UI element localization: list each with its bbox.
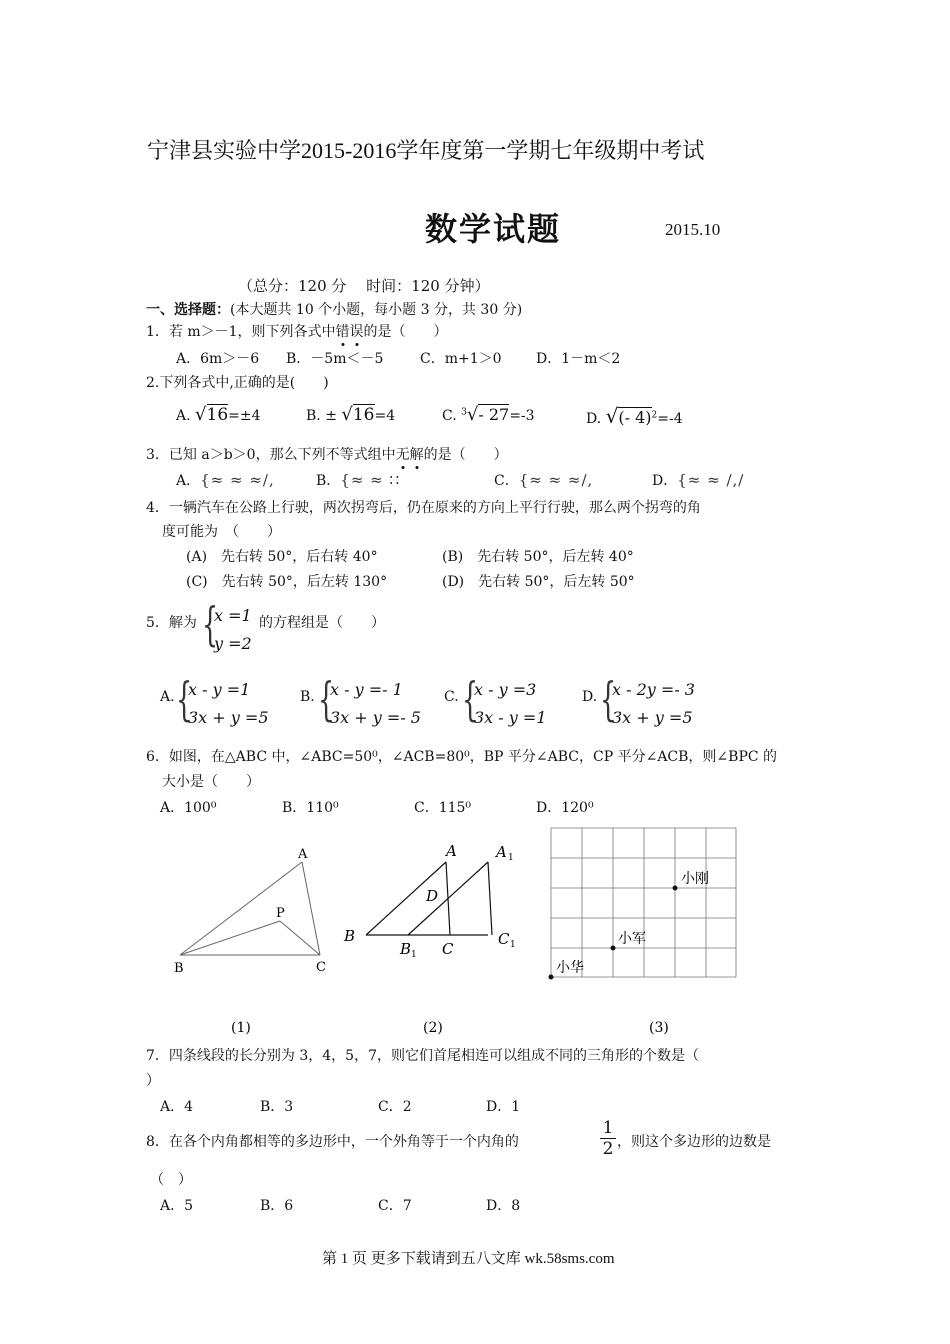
question-6-stem-line2: 大小是（ ）	[162, 774, 260, 790]
q5-option-c-system: { x - y =3 3x - y =1	[462, 672, 547, 727]
fig3-label-xiaogang: 小刚	[681, 871, 709, 887]
q5-solution-system: { x =1 y =2	[202, 597, 252, 653]
q2-option-a: A. √16=±4	[176, 404, 261, 425]
fig2-label-a1: A	[496, 843, 507, 861]
question-2-stem: 2.下列各式中,正确的是( )	[146, 375, 329, 391]
q5-option-a-label: A.	[160, 689, 175, 705]
question-8-stem-pre: 8．在各个内角都相等的多边形中，一个外角等于一个内角的	[146, 1134, 519, 1150]
q5-option-a-system: { x - y =1 3x + y =5	[176, 672, 269, 727]
figure-1-triangle	[174, 847, 326, 976]
section-desc: (本大题共 10 个小题，每小题 3 分，共 30 分)	[230, 302, 523, 318]
radical-icon: √	[605, 404, 619, 428]
fig1-label-b: B	[174, 961, 184, 976]
fig1-caption: (1)	[231, 1020, 251, 1036]
question-8-stem-line2: （ ）	[150, 1172, 192, 1188]
garbled-system-icon: {≈ ≈ ≈∕,	[200, 471, 275, 489]
q8-option-b: B．6	[260, 1198, 294, 1214]
q6-option-b: B．110⁰	[282, 800, 339, 816]
q4-option-d: (D) 先右转 50°，后左转 50°	[442, 574, 635, 590]
q1-option-d: D．1－m＜2	[536, 351, 621, 367]
radical-icon: √	[341, 404, 353, 425]
question-5-stem-post: 的方程组是（ ）	[259, 615, 385, 631]
q7-option-c: C．2	[378, 1099, 412, 1115]
fig1-label-p: P	[276, 906, 285, 921]
fig3-label-xiaohua: 小华	[556, 960, 584, 976]
left-brace-icon: {	[462, 672, 479, 726]
fig2-label-c: C	[442, 940, 454, 958]
q4-option-c: (C) 先右转 50°，后左转 130°	[186, 574, 388, 590]
question-8-stem-post: ，则这个多边形的边数是	[617, 1134, 771, 1150]
q5-option-d-system: { x - 2y =- 3 3x + y =5	[600, 672, 695, 727]
fig2-caption: (2)	[423, 1020, 443, 1036]
q6-option-d: D．120⁰	[536, 800, 594, 816]
q4-option-a: (A) 先右转 50°，后右转 40°	[186, 549, 378, 565]
radical-icon: √	[466, 404, 479, 425]
point-xiaohua	[549, 975, 554, 980]
q2-option-d: D. √(- 4)$^2$=-4	[586, 404, 683, 428]
q3-option-a: A．{≈ ≈ ≈∕,	[176, 471, 275, 489]
q2-option-c: C. $^3$√- 27=-3	[442, 404, 535, 425]
question-4-stem-line1: 4．一辆汽车在公路上行驶，两次拐弯后，仍在原来的方向上平行行驶，那么两个拐弯的角	[146, 500, 701, 516]
q8-frac-den: 2	[600, 1138, 616, 1159]
fig2-label-b: B	[344, 927, 356, 945]
q6-option-c: C．115⁰	[414, 800, 472, 816]
fig2-label-a: A	[446, 842, 457, 860]
radical-icon: √	[195, 404, 207, 425]
q7-option-d: D．1	[486, 1099, 521, 1115]
q7-option-a: A．4	[160, 1099, 194, 1115]
q1-emph-2: 误	[349, 324, 364, 340]
fig2-label-a1-sub: 1	[508, 853, 514, 863]
q3-option-d: D．{≈ ≈ ∕,∕	[652, 471, 745, 489]
question-4-stem-line2: 度可能为 （ ）	[162, 524, 281, 540]
question-3-stem: 3．已知 a＞b＞0，那么下列不等式组中无解的是（ ）	[146, 447, 508, 463]
question-6-stem-line1: 6．如图，在△ABC 中，∠ABC=50⁰，∠ACB=80⁰，BP 平分∠ABC，CP 平分∠ACB，则∠BPC 的	[146, 749, 778, 765]
fig2-label-c1: C	[498, 930, 510, 948]
q5-option-b-label: B.	[300, 689, 315, 705]
point-xiaojun	[611, 946, 616, 951]
q1-emph-1: 错	[335, 324, 350, 340]
question-7-stem-line2: ）	[146, 1073, 160, 1089]
q8-option-c: C．7	[378, 1198, 412, 1214]
fig2-label-c1-sub: 1	[510, 940, 516, 950]
question-5-stem-pre: 5．解为	[146, 615, 197, 631]
exam-date: 2015.10	[665, 220, 721, 239]
fig3-label-xiaojun: 小军	[618, 931, 646, 947]
q1-option-b: B．－5m＜－5	[286, 351, 384, 367]
fig2-label-b1-sub: 1	[411, 950, 417, 960]
fig3-caption: (3)	[649, 1020, 669, 1036]
left-brace-icon: {	[176, 672, 193, 726]
point-xiaogang	[673, 886, 678, 891]
garbled-system-icon: {≈ ≈ ∷	[340, 471, 401, 489]
fig2-label-d: D	[426, 887, 439, 905]
fig1-label-a: A	[298, 847, 308, 862]
exam-title: 宁津县实验中学2015-2016学年度第一学期七年级期中考试	[147, 138, 705, 163]
fig1-label-c: C	[316, 960, 326, 975]
q5-option-c-label: C.	[444, 689, 459, 705]
q5-option-b-system: { x - y =- 1 3x + y =- 5	[318, 672, 421, 727]
q8-frac-num: 1	[602, 1118, 614, 1138]
q1-stem-post: 的是（ ）	[363, 324, 448, 340]
q2-option-b: B. ± √16=4	[306, 404, 396, 425]
q8-option-d: D．8	[486, 1198, 521, 1214]
q1-stem-pre: 1．若 m＞－1，则下列各式中	[146, 324, 336, 340]
left-brace-icon: {	[202, 597, 219, 651]
q5-option-d-label: D.	[582, 689, 598, 705]
q4-option-b: (B) 先右转 50°，后左转 40°	[442, 549, 634, 565]
section-label: 一、选择题：	[146, 302, 230, 318]
question-7-stem-line1: 7．四条线段的长分别为 3，4，5，7，则它们首尾相连可以组成不同的三角形的个数是（	[146, 1048, 699, 1064]
q1-option-c: C．m+1＞0	[420, 351, 502, 367]
garbled-system-icon: {≈ ≈ ≈∕,	[518, 471, 594, 489]
figure-3-grid	[551, 828, 736, 977]
fig2-label-b1: B	[400, 940, 412, 958]
exam-meta: （总分：120 分 时间：120 分钟）	[238, 277, 490, 295]
figure-2-triangles	[343, 842, 516, 960]
page-footer: 第 1 页 更多下载请到五八文库 wk.58sms.com	[322, 1251, 615, 1267]
q8-option-a: A．5	[160, 1198, 194, 1214]
q6-option-a: A．100⁰	[160, 800, 217, 816]
subject-title: 数学试题	[425, 210, 562, 248]
q8-fraction	[600, 1118, 616, 1159]
q3-option-c: C．{≈ ≈ ≈∕,	[494, 471, 594, 489]
garbled-system-icon: {≈ ≈ ∕,∕	[677, 471, 745, 489]
left-brace-icon: {	[318, 672, 335, 726]
q1-option-a: A．6m＞－6	[176, 351, 260, 367]
q3-option-b: B．{≈ ≈ ∷	[316, 471, 401, 489]
q7-option-b: B．3	[260, 1099, 294, 1115]
left-brace-icon: {	[600, 672, 617, 726]
